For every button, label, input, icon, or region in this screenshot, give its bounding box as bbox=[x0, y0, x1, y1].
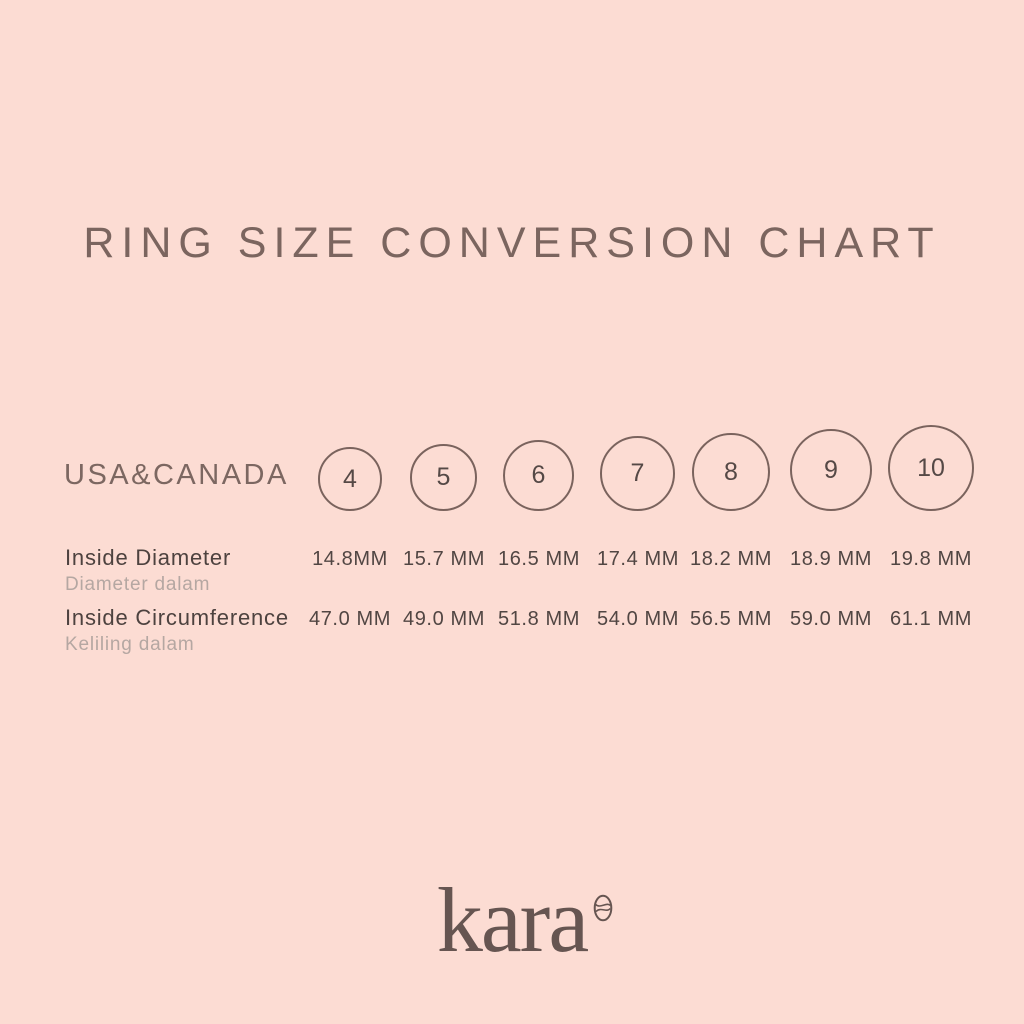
diameter-value: 19.8 MM bbox=[889, 548, 972, 570]
ring-size-number: 10 bbox=[917, 453, 945, 482]
inside-circumference-sublabel: Keliling dalam bbox=[65, 634, 195, 655]
brand-logo bbox=[0, 869, 1024, 971]
circumference-value: 49.0 MM bbox=[402, 608, 485, 630]
ring-size-number: 5 bbox=[436, 463, 451, 491]
ring-size-circle-9 bbox=[790, 429, 872, 511]
ring-size-circle-8 bbox=[692, 433, 770, 511]
diameter-value: 17.4 MM bbox=[596, 548, 679, 570]
ring-size-circle-4 bbox=[318, 447, 382, 511]
circumference-value: 54.0 MM bbox=[596, 608, 679, 630]
ring-size-circle-5 bbox=[410, 444, 477, 511]
ring-size-number: 7 bbox=[630, 459, 645, 487]
circumference-value: 56.5 MM bbox=[689, 608, 772, 630]
ring-size-circle-7 bbox=[600, 436, 675, 511]
brand-logo-text: kara bbox=[436, 869, 588, 971]
diameter-value: 16.5 MM bbox=[497, 548, 580, 570]
ring-size-number: 6 bbox=[531, 461, 546, 489]
ring-size-number: 8 bbox=[724, 457, 738, 486]
circumference-value: 61.1 MM bbox=[889, 608, 972, 630]
inside-diameter-row-label bbox=[65, 545, 231, 596]
ring-size-number: 4 bbox=[343, 464, 357, 493]
inside-circumference-row-label bbox=[65, 605, 289, 656]
ring-size-number: 9 bbox=[824, 455, 838, 484]
inside-circumference-label: Inside Circumference bbox=[65, 605, 289, 630]
diameter-value: 15.7 MM bbox=[402, 548, 485, 570]
ring-size-circle-6 bbox=[503, 440, 574, 511]
diameter-value: 18.2 MM bbox=[689, 548, 772, 570]
page-title: RING SIZE CONVERSION CHART bbox=[83, 219, 941, 267]
oval-gem-icon bbox=[593, 894, 613, 922]
inside-diameter-sublabel: Diameter dalam bbox=[65, 574, 211, 595]
region-label: USA&CANADA bbox=[64, 459, 289, 491]
diameter-value: 14.8MM bbox=[312, 548, 388, 570]
inside-diameter-label: Inside Diameter bbox=[65, 545, 232, 570]
circumference-value: 51.8 MM bbox=[497, 608, 580, 630]
diameter-value: 18.9 MM bbox=[789, 548, 872, 570]
circumference-value: 47.0 MM bbox=[308, 608, 391, 630]
circumference-value: 59.0 MM bbox=[789, 608, 872, 630]
ring-size-circle-10 bbox=[888, 425, 974, 511]
